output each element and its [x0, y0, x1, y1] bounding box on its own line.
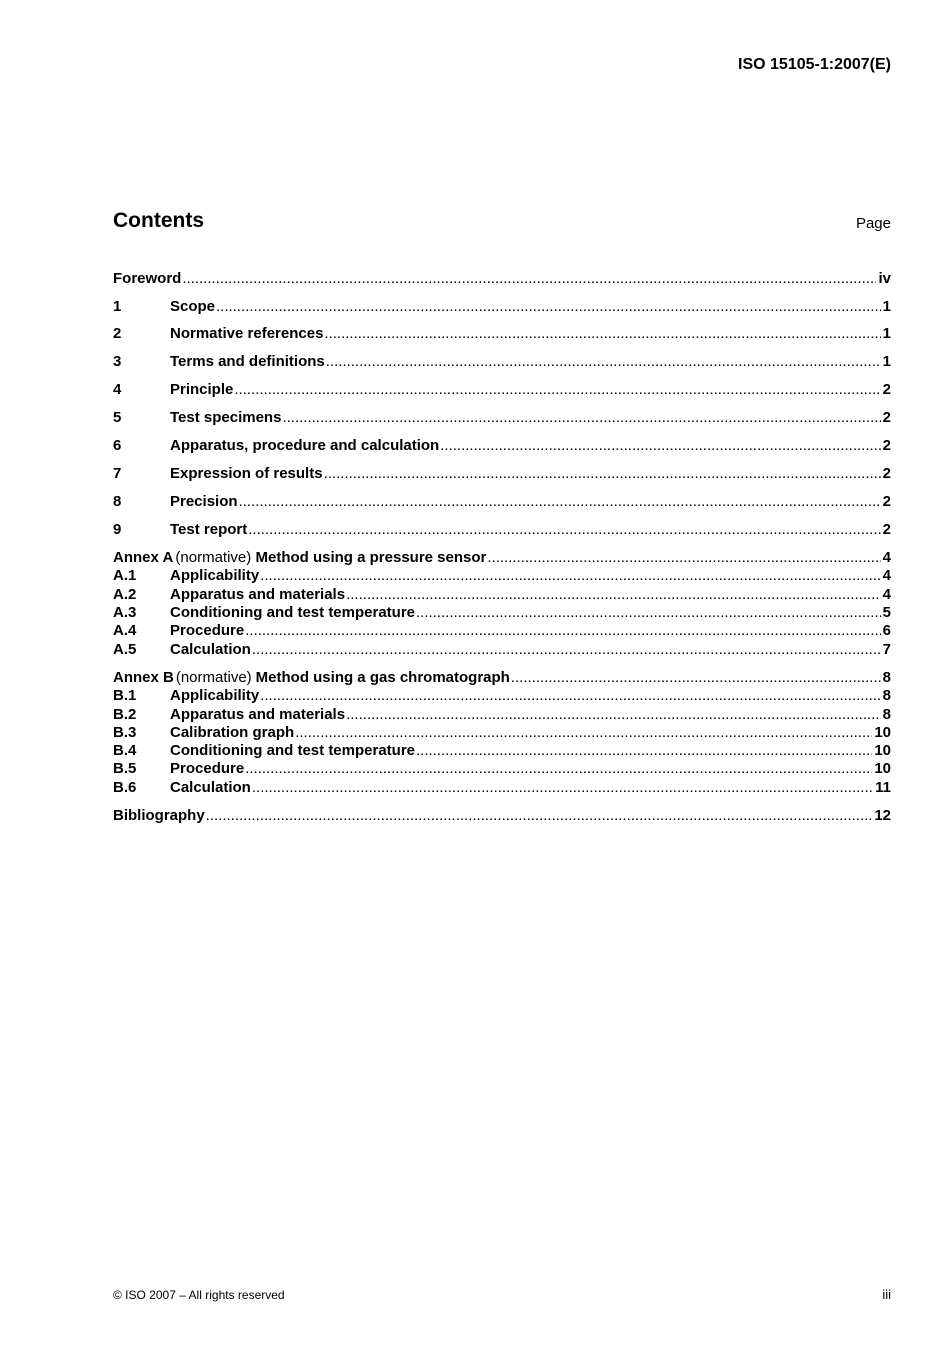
toc-entry-clause-4[interactable] [113, 381, 891, 399]
toc-entry-clause-5[interactable] [113, 409, 891, 427]
toc-entry-title: Test report [170, 521, 248, 538]
toc-entry-page: 2 [882, 465, 891, 482]
toc-entry-a5[interactable] [113, 641, 891, 659]
annex-label: Annex B [113, 669, 174, 686]
dot-leader [326, 353, 881, 370]
page-column-label: Page [855, 215, 891, 232]
dot-leader [346, 586, 881, 603]
toc-entry-b3[interactable] [113, 724, 891, 742]
dot-leader [260, 687, 880, 704]
dot-leader [282, 409, 880, 426]
document-id: ISO 15105-1:2007(E) [738, 56, 891, 73]
toc-entry-title: Conditioning and test temperature [170, 742, 416, 759]
dot-leader [248, 521, 880, 538]
toc-entry-number: B.5 [113, 760, 137, 777]
annex-label: Annex A [113, 549, 174, 566]
toc-entry-page: 11 [875, 779, 891, 796]
dot-leader [324, 325, 880, 342]
toc-entry-a1[interactable] [113, 567, 891, 585]
toc-entry-page: 2 [882, 381, 891, 398]
toc-entry-title: Applicability [170, 567, 260, 584]
toc-entry-title: Method using a gas chromatograph [255, 669, 510, 686]
dot-leader [511, 669, 881, 686]
toc-entry-number: B.6 [113, 779, 137, 796]
dot-leader [252, 641, 881, 658]
toc-entry-page: 1 [882, 353, 891, 370]
toc-entry-title: Calculation [170, 779, 251, 796]
toc-entry-page: 6 [882, 622, 891, 639]
toc-entry-title: Bibliography [113, 807, 205, 824]
toc-entry-number: B.2 [113, 706, 137, 723]
toc-entry-number: 8 [113, 493, 122, 510]
toc-entry-page: 2 [882, 437, 891, 454]
toc-entry-number: 7 [113, 465, 122, 482]
toc-entry-title: Precision [170, 493, 238, 510]
toc-entry-title: Apparatus and materials [170, 586, 346, 603]
toc-entry-title: Terms and definitions [170, 353, 325, 370]
toc-entry-number: 4 [113, 381, 122, 398]
toc-entry-number: A.4 [113, 622, 137, 639]
dot-leader [245, 760, 872, 777]
dot-leader [346, 706, 881, 723]
toc-entry-a4[interactable] [113, 622, 891, 640]
toc-entry-page: 5 [882, 604, 891, 621]
toc-entry-b1[interactable] [113, 687, 891, 705]
toc-entry-page: 10 [874, 760, 891, 777]
toc-entry-clause-9[interactable] [113, 521, 891, 539]
toc-entry-number: 5 [113, 409, 122, 426]
toc-entry-page: 10 [874, 742, 891, 759]
annex-kind: (normative) [175, 549, 252, 566]
toc-entry-page: 4 [882, 586, 891, 603]
dot-leader [440, 437, 880, 454]
toc-entry-b2[interactable] [113, 706, 891, 724]
dot-leader [245, 622, 880, 639]
toc-entry-page: 8 [882, 687, 891, 704]
dot-leader [416, 742, 872, 759]
dot-leader [295, 724, 872, 741]
copyright-notice: © ISO 2007 – All rights reserved [113, 1288, 285, 1302]
toc-entry-clause-1[interactable] [113, 298, 891, 316]
annex-kind: (normative) [175, 669, 252, 686]
toc-entry-b5[interactable] [113, 760, 891, 778]
toc-entry-number: A.3 [113, 604, 137, 621]
toc-entry-page: 1 [882, 325, 891, 342]
toc-entry-page: 7 [882, 641, 891, 658]
toc-entry-title: Method using a pressure sensor [255, 549, 487, 566]
toc-entry-title: Procedure [170, 622, 245, 639]
dot-leader [487, 549, 880, 566]
toc-entry-page: iv [878, 270, 891, 287]
toc-entry-page: 8 [882, 669, 892, 686]
toc-entry-title: Apparatus and materials [170, 706, 346, 723]
toc-entry-a3[interactable] [113, 604, 891, 622]
toc-entry-number: B.1 [113, 687, 137, 704]
toc-entry-title: Procedure [170, 760, 245, 777]
toc-entry-title: Scope [170, 298, 216, 315]
toc-entry-number: B.3 [113, 724, 137, 741]
page-number: iii [882, 1287, 891, 1302]
toc-entry-title: Normative references [170, 325, 324, 342]
toc-entry-clause-7[interactable] [113, 465, 891, 483]
toc-entry-page: 8 [882, 706, 891, 723]
toc-entry-b6[interactable] [113, 779, 891, 797]
toc-entry-title: Applicability [170, 687, 260, 704]
toc-entry-page: 2 [882, 493, 891, 510]
toc-entry-number: A.5 [113, 641, 137, 658]
dot-leader [182, 270, 876, 287]
toc-entry-title: Calibration graph [170, 724, 295, 741]
toc-entry-page: 1 [882, 298, 891, 315]
dot-leader [234, 381, 880, 398]
toc-entry-a2[interactable] [113, 586, 891, 604]
toc-entry-number: A.2 [113, 586, 137, 603]
toc-entry-number: 3 [113, 353, 122, 370]
toc-entry-b4[interactable] [113, 742, 891, 760]
contents-title: Contents [113, 209, 204, 232]
toc-entry-title: Test specimens [170, 409, 282, 426]
toc-entry-title: Apparatus, procedure and calculation [170, 437, 440, 454]
dot-leader [239, 493, 881, 510]
toc-entry-number: A.1 [113, 567, 137, 584]
toc-entry-title: Foreword [113, 270, 182, 287]
toc-entry-annex-a[interactable] [113, 549, 891, 567]
dot-leader [252, 779, 873, 796]
toc-entry-page: 4 [882, 549, 892, 566]
toc-entry-page: 4 [882, 567, 891, 584]
toc-entry-foreword[interactable] [113, 270, 891, 288]
dot-leader [416, 604, 881, 621]
toc-entry-bibliography[interactable] [113, 807, 891, 825]
toc-entry-number: 9 [113, 521, 122, 538]
dot-leader [260, 567, 880, 584]
toc-entry-clause-3[interactable] [113, 353, 891, 371]
dot-leader [206, 807, 873, 824]
toc-entry-title: Principle [170, 381, 234, 398]
toc-entry-page: 2 [882, 409, 891, 426]
toc-entry-page: 10 [874, 724, 891, 741]
toc-entry-title: Expression of results [170, 465, 323, 482]
toc-entry-page: 2 [882, 521, 891, 538]
toc-entry-clause-8[interactable] [113, 493, 891, 511]
dot-leader [216, 298, 881, 315]
toc-entry-clause-6[interactable] [113, 437, 891, 455]
toc-entry-clause-2[interactable] [113, 325, 891, 343]
toc-entry-title: Calculation [170, 641, 251, 658]
toc-entry-number: 2 [113, 325, 122, 342]
toc-entry-title: Conditioning and test temperature [170, 604, 416, 621]
toc-entry-annex-b[interactable] [113, 669, 891, 687]
toc-entry-number: 6 [113, 437, 122, 454]
toc-entry-number: B.4 [113, 742, 137, 759]
dot-leader [324, 465, 881, 482]
toc-entry-number: 1 [113, 298, 122, 315]
toc-entry-page: 12 [874, 807, 891, 824]
